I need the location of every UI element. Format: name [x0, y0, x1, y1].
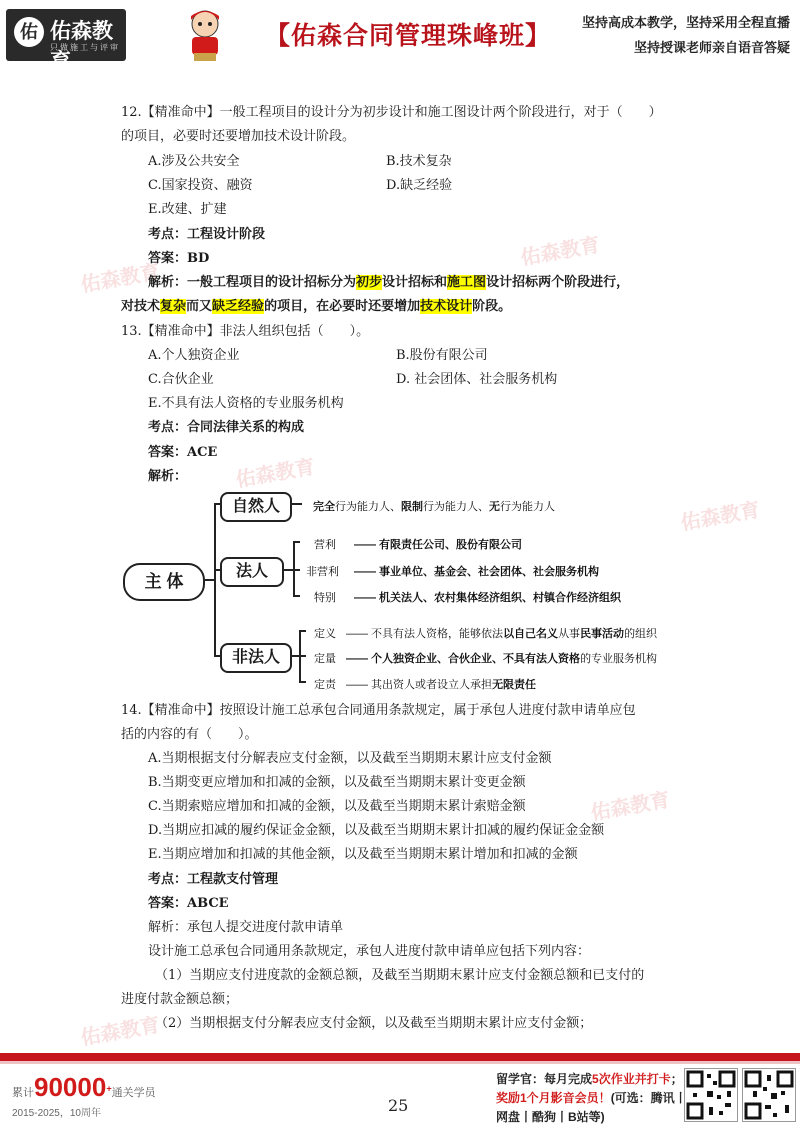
watermark: 佑森教育 [234, 456, 317, 492]
legal-type-label: 营利 [314, 539, 336, 551]
text-segment: (可选：腾讯丨 [610, 1091, 687, 1105]
text-segment: 民事活动 [580, 628, 625, 640]
highlight: 施工图 [447, 275, 487, 290]
non-legal-definition [346, 625, 657, 641]
q12-option-a: A.涉及公共安全 [148, 154, 240, 169]
watermark: 佑森教育 [79, 1014, 162, 1050]
q12-option-c: C.国家投资、融资 [148, 178, 253, 193]
page-number: 25 [388, 1096, 409, 1115]
brand-logo [6, 9, 126, 73]
q14-explanation-line-4: 进度付款金额总额； [121, 992, 239, 1007]
q14-option-d: D.当期应扣减的履约保证金金额，以及截至当期期末累计扣减的履约保证金金额 [148, 823, 605, 838]
q14-stem-line-1: 14.【精准命中】按照设计施工总承包合同通用条款规定，属于承包人进度付款申请单应包 [121, 703, 636, 718]
q13-option-b: B.股份有限公司 [396, 348, 488, 363]
q14-stem-line-2: 括的内容的有（ ）。 [121, 727, 258, 742]
text-segment: 对技术 [121, 299, 161, 314]
q14-explanation-line-3: （1）当期应支付进度款的金额总额，及截至当期期末累计应支付金额总额和已支付的 [155, 968, 645, 983]
footer-note-line-3: 网盘丨酷狗丨B站等) [496, 1110, 605, 1124]
q12-option-d: D.缺乏经验 [386, 178, 453, 193]
text-segment: —— 个人独资企业、合伙企业、不具有法人资格 [346, 653, 581, 665]
page-header [0, 0, 800, 73]
text-segment: 设计招标和 [382, 275, 448, 290]
non-legal-label: 定义 [314, 628, 336, 640]
q14-explanation: 解析：承包人提交进度付款申请单 [148, 920, 344, 935]
slogan-line-1: 坚持高成本教学，坚持采用全程直播 [581, 15, 790, 30]
natural-person-description [313, 498, 555, 514]
text-segment: 无限责任 [492, 679, 537, 691]
text-segment: 的组织 [624, 628, 658, 640]
text-segment: 限制 [401, 501, 423, 513]
text-segment: —— 其出资人或者设立人承担 [346, 679, 493, 691]
non-legal-liability [346, 676, 536, 692]
q14-explanation-line-5: （2）当期根据支付分解表应支付金额，以及截至当期期末累计应支付金额； [155, 1016, 593, 1031]
footer-note-line-1 [496, 1070, 683, 1087]
text-segment: + [106, 1083, 112, 1094]
legal-type-desc: —— 机关法人、农村集体经济组织、村镇合作经济组织 [354, 592, 622, 604]
text-segment: 阶段。 [472, 299, 512, 314]
footer-note-line-2 [496, 1089, 687, 1106]
text-segment: 5次作业并打卡 [592, 1072, 671, 1086]
watermark: 佑森教育 [589, 789, 672, 825]
mind-map-non-legal-person: 非法人 [220, 643, 292, 673]
text-segment: 完全 [313, 501, 335, 513]
text-segment: 行为能力人、 [335, 501, 401, 513]
mind-map-root: 主 体 [123, 563, 205, 601]
q14-option-b: B.当期变更应增加和扣减的金额，以及截至当期期末累计变更金额 [148, 775, 526, 790]
q13-option-e: E.不具有法人资格的专业服务机构 [148, 396, 344, 411]
q12-kaodian: 考点：工程设计阶段 [148, 227, 266, 242]
logo-name: 佑森教育 [50, 20, 113, 73]
text-segment: 行为能力人、 [423, 501, 489, 513]
footer-bar [0, 1053, 800, 1061]
legal-type-desc: —— 事业单位、基金会、社会团体、社会服务机构 [354, 566, 600, 578]
text-segment: 奖励1个月影音会员！ [496, 1091, 611, 1105]
q14-kaodian: 考点：工程款支付管理 [148, 872, 279, 887]
text-segment: 从事 [558, 628, 581, 640]
page-title: 【佑森合同管理珠峰班】 [265, 22, 552, 50]
legal-type-label: 非营利 [306, 566, 339, 578]
legal-type-desc: —— 有限责任公司、股份有限公司 [354, 539, 523, 551]
mascot-icon [180, 6, 230, 64]
mind-map-natural-person: 自然人 [220, 492, 292, 522]
text-segment: 无 [489, 501, 500, 513]
legal-type-label: 特别 [314, 592, 336, 604]
text-segment: 行为能力人 [500, 501, 555, 513]
highlight: 缺乏经验 [212, 299, 265, 314]
q12-explanation-line-2 [121, 300, 511, 313]
text-segment: 累计 [12, 1087, 34, 1099]
slogan-line-2: 坚持授课老师亲自语音答疑 [633, 40, 790, 55]
watermark: 佑森教育 [519, 234, 602, 270]
qr-code-icon [742, 1068, 796, 1122]
q12-stem-line-2: 的项目，必要时还要增加技术设计阶段。 [121, 129, 356, 144]
non-legal-label: 定责 [314, 679, 336, 691]
highlight: 复杂 [160, 299, 187, 314]
text-segment: 以自己名义 [503, 628, 559, 640]
q13-answer: 答案：ACE [148, 445, 218, 460]
watermark: 佑森教育 [679, 499, 762, 535]
highlight: 初步 [356, 275, 383, 290]
text-segment: 设计招标两个阶段进行， [486, 275, 630, 290]
text-segment: 的专业服务机构 [580, 653, 658, 665]
q13-explanation-label: 解析： [148, 469, 188, 484]
text-segment: 解析：一般工程项目的设计招标分为 [148, 275, 357, 290]
text-segment: 留学官：每月完成 [496, 1072, 593, 1086]
q12-option-b: B.技术复杂 [386, 154, 452, 169]
q14-option-c: C.当期索赔应增加和扣减的金额，以及截至当期期末累计索赔金额 [148, 799, 526, 814]
footer-bar-shadow [0, 1061, 800, 1064]
logo-mark-icon: 佑 [14, 17, 44, 47]
subject-mind-map [120, 484, 700, 694]
q14-option-e: E.当期应增加和扣减的其他金额，以及截至当期期末累计增加和扣减的金额 [148, 847, 578, 862]
text-segment: 而又 [186, 299, 213, 314]
q13-stem: 13.【精准命中】非法人组织包括（ ）。 [121, 324, 370, 339]
highlight: 技术设计 [420, 299, 473, 314]
q13-option-c: C.合伙企业 [148, 372, 214, 387]
non-legal-types [346, 650, 657, 666]
q12-explanation-line-1 [148, 276, 629, 289]
non-legal-label: 定量 [314, 653, 336, 665]
q12-stem-line-1: 12.【精准命中】一般工程项目的设计分为初步设计和施工图设计两个阶段进行，对于（ ） [121, 105, 662, 120]
text-segment: ； [670, 1072, 683, 1086]
anniversary-text: 2015-2025，10周年 [12, 1108, 101, 1119]
qr-code-icon [684, 1068, 738, 1122]
text-segment: 的项目，在必要时还要增加 [264, 299, 421, 314]
student-count [12, 1072, 156, 1103]
q14-answer: 答案：ABCE [148, 896, 229, 911]
q13-option-d: D. 社会团体、社会服务机构 [396, 372, 558, 387]
q14-option-a: A.当期根据支付分解表应支付金额，以及截至当期期末累计应支付金额 [148, 751, 552, 766]
q12-answer: 答案：BD [148, 251, 210, 266]
watermark: 佑森教育 [79, 261, 162, 297]
q13-option-a: A.个人独资企业 [148, 348, 240, 363]
logo-subtitle: 只做施工与评审 [50, 43, 120, 52]
q14-explanation-line-2: 设计施工总承包合同通用条款规定，承包人进度付款申请单应包括下列内容： [148, 944, 591, 959]
q13-kaodian: 考点：合同法律关系的构成 [148, 420, 305, 435]
text-segment: 通关学员 [111, 1087, 156, 1099]
mind-map-legal-person: 法人 [220, 557, 284, 587]
q12-option-e: E.改建、扩建 [148, 202, 227, 217]
text-segment: —— 不具有法人资格，能够依法 [346, 628, 504, 640]
student-count-number: 90000 [34, 1072, 107, 1102]
